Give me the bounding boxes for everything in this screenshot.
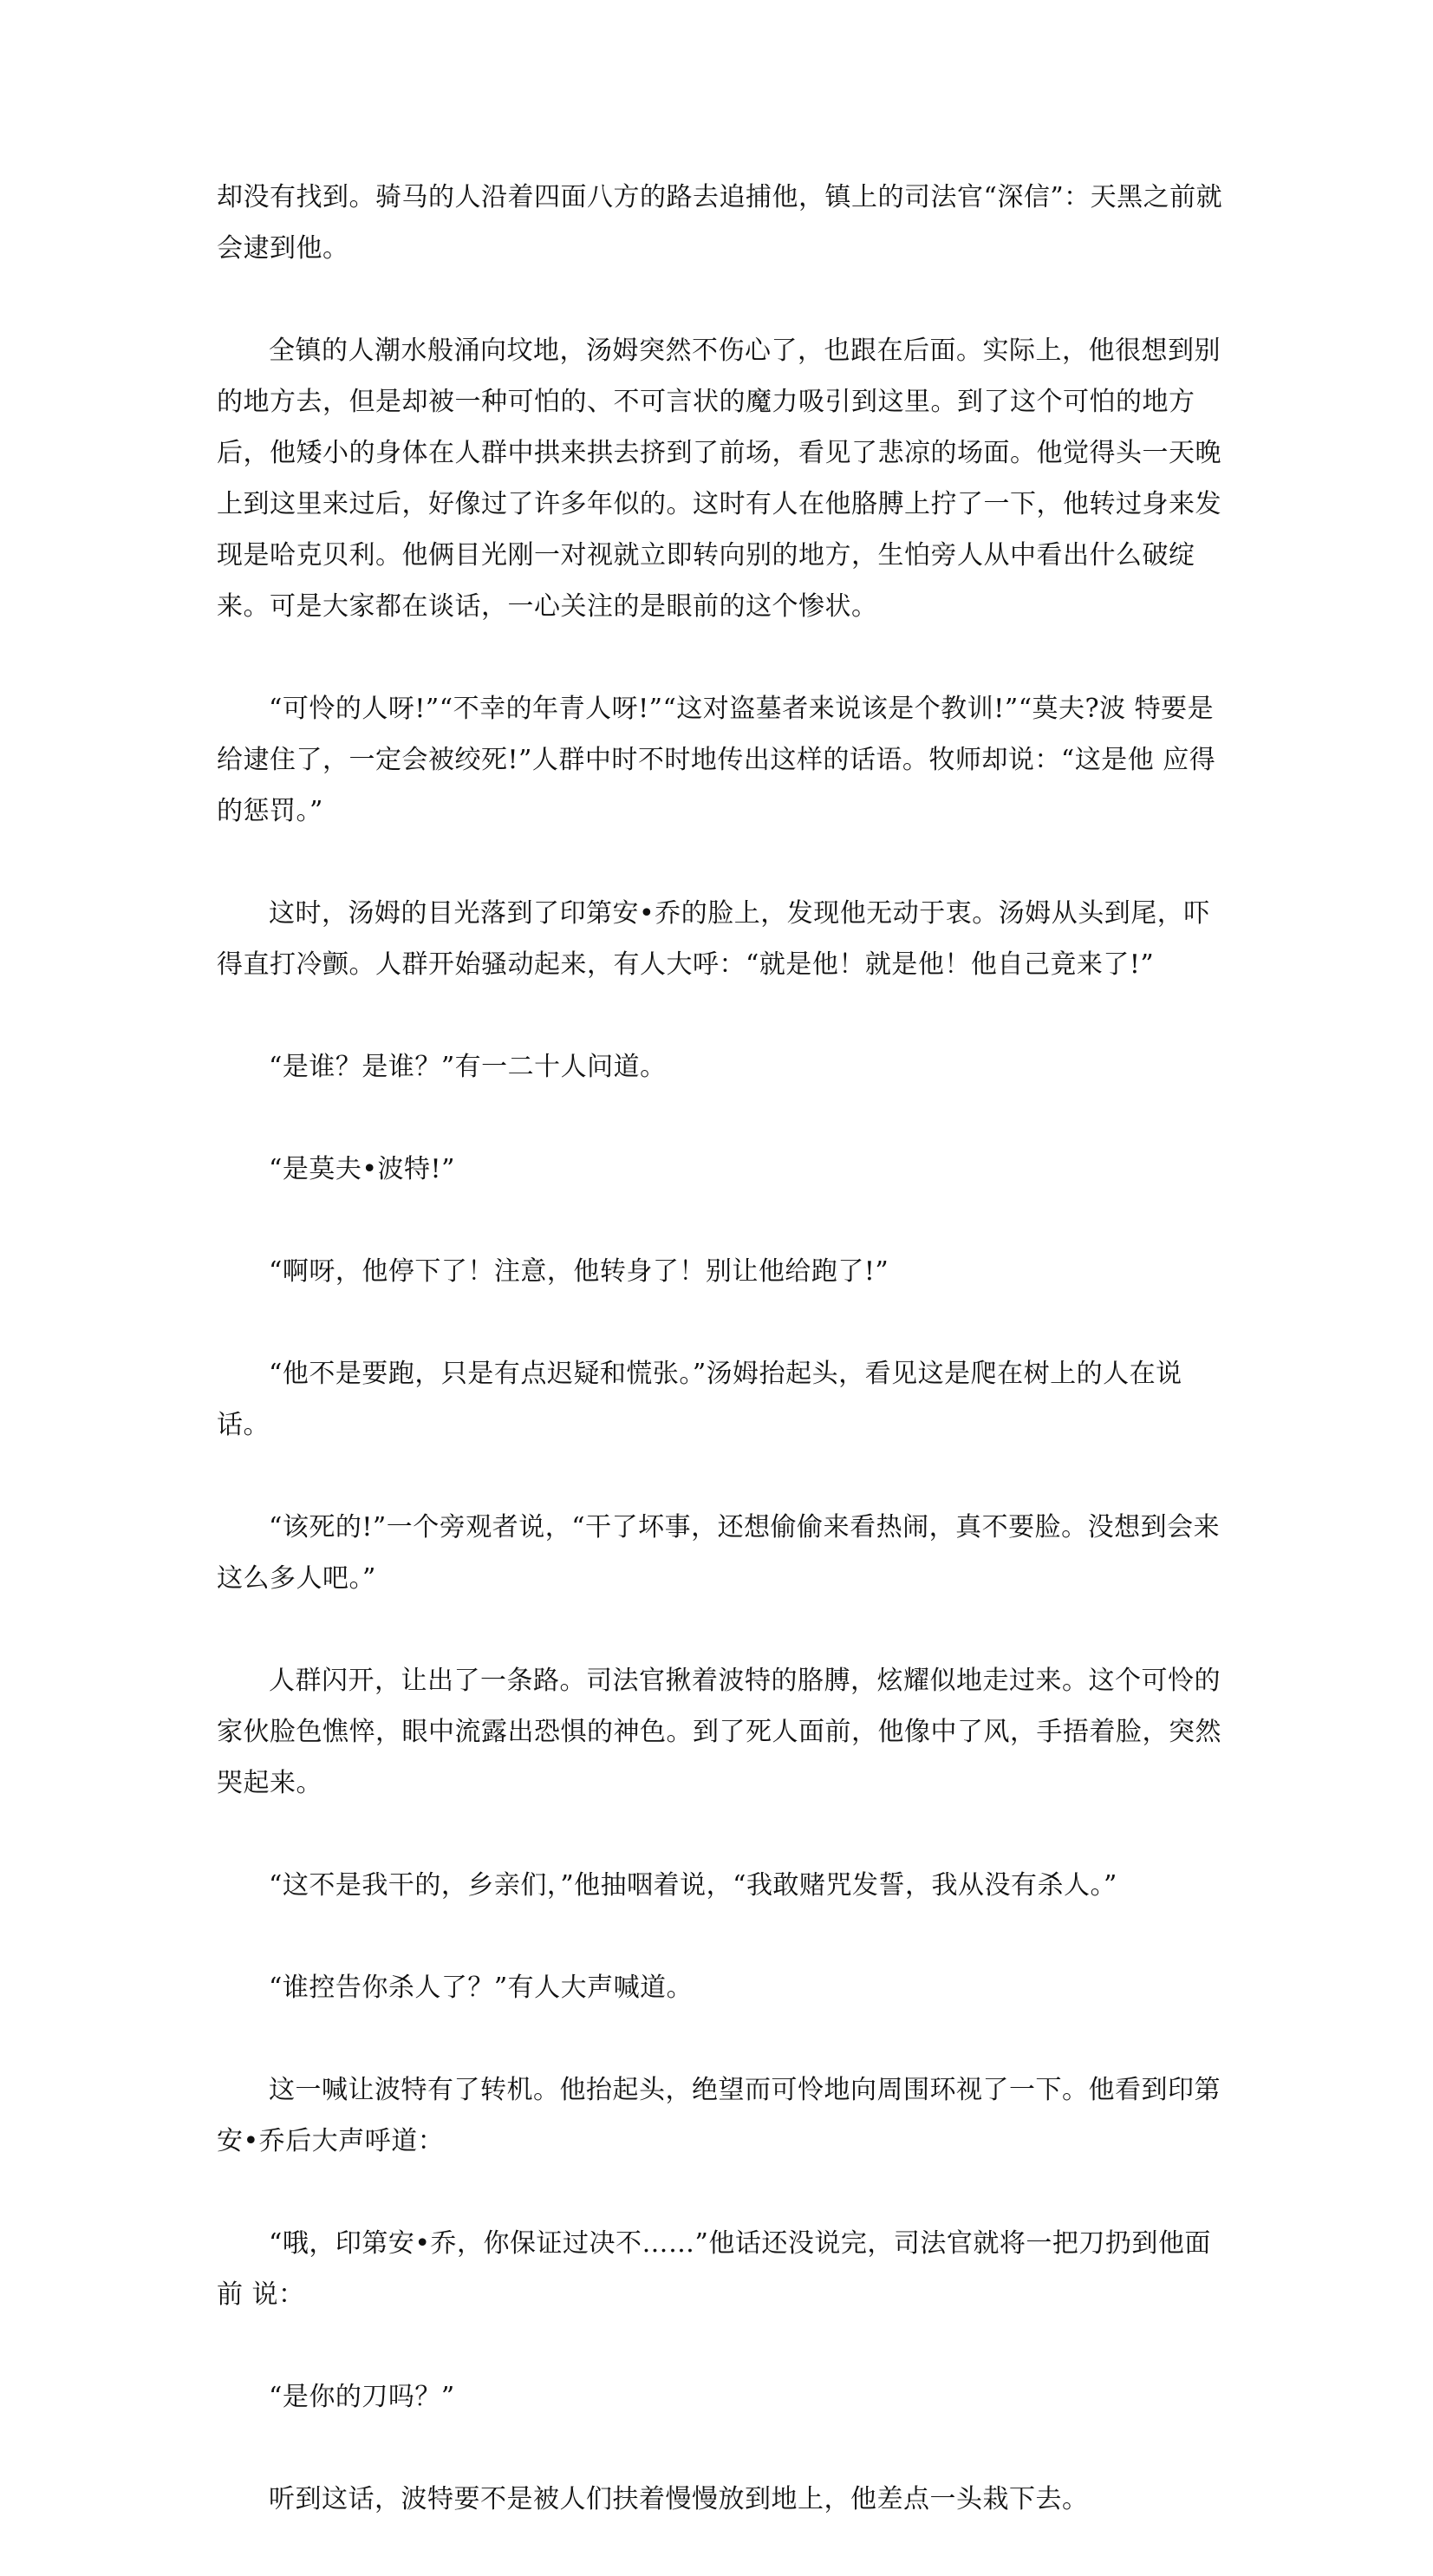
paragraph-1: 却没有找到。骑马的人沿着四面八方的路去追捕他，镇上的司法官“深信”：天黑之前就 会逮到他。 <box>217 182 1223 264</box>
paragraph-4: 这时，汤姆的目光落到了印第安•乔的脸上，发现他无动于衷。汤姆从头到尾，吓得直打冷颤。人群开始骚动起来，有人大呼：“就是他！就是他！他自己竟来了!” <box>217 898 1210 980</box>
paragraph-11: “这不是我干的，乡亲们，”他抽咽着说，“我敢赌咒发誓，我从没有杀人。” <box>269 1870 1117 1901</box>
paragraph-6: “是莫夫•波特!” <box>269 1154 455 1184</box>
paragraph-13: 这一喊让波特有了转机。他抬起头，绝望而可怜地向周围环视了一下。他看到印第安•乔后大声呼道： <box>217 2075 1221 2156</box>
paragraph-10: 人群闪开，让出了一条路。司法官揪着波特的胳膊，炫耀似地走过来。这个可怜的家伙脸色憔悴，眼中流露出恐惧的神色。到了死人面前，他像中了风，手捂着脸，突然哭起来。 <box>217 1666 1221 1798</box>
paragraph-5: “是谁？是谁？”有一二十人问道。 <box>269 1052 667 1082</box>
body-text <box>217 172 1231 2576</box>
paragraph-9: “该死的!”一个旁观者说，“干了坏事，还想偷偷来看热闹，真不要脸。没想到会来 这么多人吧。” <box>217 1512 1221 1594</box>
paragraph-3: “可怜的人呀!”“不幸的年青人呀!”“这对盗墓者来说该是个教训!”“莫夫?波 特要是给逮住了，一定会被绞死!”人群中时不时地传出这样的话语。牧师却说：“这是他 应得的惩罚。” <box>217 694 1216 826</box>
paragraph-14: “哦，印第安•乔，你保证过决不……”他话还没说完，司法官就将一把刀扔到他面前 说： <box>217 2228 1211 2310</box>
paragraph-16: 听到这话，波特要不是被人们扶着慢慢放到地上，他差点一头栽下去。 <box>269 2484 1089 2514</box>
paragraph-12: “谁控告你杀人了？”有人大声喊道。 <box>269 1973 694 2003</box>
paragraph-7: “啊呀，他停下了！注意，他转身了！别让他给跑了!” <box>269 1256 889 1287</box>
paragraph-15: “是你的刀吗？” <box>269 2382 455 2412</box>
paragraph-2: 全镇的人潮水般涌向坟地，汤姆突然不伤心了，也跟在后面。实际上，他很想到别的地方去，但是却被一种可怕的、不可言状的魔力吸引到这里。到了这个可怕的地方后，他矮小的身体在人群中拱来拱去挤到了前场，看见了悲凉的场面。他觉得头一天晚上到这里来过后，好像过了许多年似的。这时有人在他胳膊上拧了一下，他转过身来发现是哈克贝利。他俩目光刚一对视就立即转向别的地方，生怕旁人从中看出什么破绽来。可是大家都在谈话，一心关注的是眼前的这个惨状。 <box>217 336 1221 622</box>
paragraph-8: “他不是要跑，只是有点迟疑和慌张。”汤姆抬起头，看见这是爬在树上的人在说话。 <box>217 1359 1182 1440</box>
